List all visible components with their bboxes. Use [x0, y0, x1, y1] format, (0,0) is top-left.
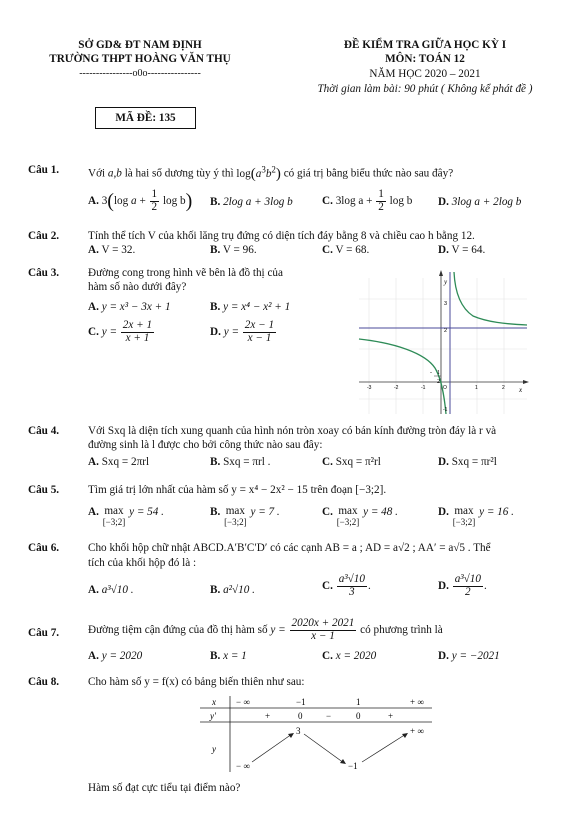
- question-1-number: Câu 1.: [28, 164, 60, 176]
- y-val-neg-inf: − ∞: [236, 761, 250, 771]
- q1-option-c[interactable]: C. 3log a + $\frac{1}{2}$ log b: [322, 188, 413, 213]
- question-8-number: Câu 8.: [28, 676, 60, 688]
- y-val-neg1: −1: [348, 761, 358, 771]
- school-dept: SỞ GD& ĐT NAM ĐỊNH: [78, 39, 202, 51]
- subject: MÔN: TOÁN 12: [385, 53, 465, 65]
- question-6-number: Câu 6.: [28, 542, 60, 554]
- x-val-neg1: −1: [296, 697, 306, 707]
- time-note: Thời gian làm bài: 90 phút ( Không kể phát đề ): [317, 83, 533, 95]
- x-tick-neg1: -1: [421, 385, 426, 391]
- question-5-stem: Tìm giá trị lớn nhất của hàm số y = x⁴ − 2x² − 15 trên đoạn [−3;2].: [88, 484, 387, 496]
- y-tick-half-num: 1: [437, 370, 440, 376]
- exam-code-box: MÃ ĐỀ: 135: [95, 107, 196, 129]
- x-tick-neg2: -2: [394, 385, 399, 391]
- sign-1: +: [265, 711, 271, 721]
- q5-option-b[interactable]: B. max [−3;2] y = 7 .: [210, 505, 280, 527]
- q6-option-d[interactable]: D. $\frac{\text{a³√10}}{2}$ .: [438, 573, 487, 598]
- q1-option-d[interactable]: D. 3log a + 2log b: [438, 196, 522, 208]
- question-2-number: Câu 2.: [28, 230, 60, 242]
- q2-option-a[interactable]: A. V = 32.: [88, 244, 136, 256]
- q4-option-b[interactable]: B. Sxq = πrl .: [210, 456, 271, 468]
- y-tick-2: 2: [444, 328, 448, 334]
- question-3-stem-line1: Đường cong trong hình vẽ bên là đồ thị của: [88, 267, 283, 279]
- q3-option-a[interactable]: A. y = x³ − 3x + 1: [88, 301, 171, 313]
- exam-title: ĐỀ KIỂM TRA GIỮA HỌC KỲ I: [343, 39, 507, 51]
- x-tick-2: 2: [502, 385, 505, 391]
- question-3-stem-line2: hàm số nào dưới đây?: [88, 281, 187, 293]
- question-6-stem-line2: tích của khối hộp đó là :: [88, 557, 197, 569]
- x-axis-label: x: [519, 386, 523, 394]
- sign-5: +: [388, 711, 394, 721]
- x-tick-neg3: -3: [367, 385, 372, 391]
- q3-option-d[interactable]: D. y = $\frac{2x - 1}{x - 1}$: [210, 319, 275, 344]
- q7-option-d[interactable]: D. y = −2021: [438, 650, 500, 662]
- q3-option-b[interactable]: B. y = x⁴ − x² + 1: [210, 301, 291, 313]
- y-axis-label: y: [444, 278, 448, 286]
- x-val-neg-inf: − ∞: [236, 697, 250, 707]
- question-1-stem: Với a,b là hai số dương tùy ý thì $\log(a^3b^2)$ có giá trị bằng biểu thức nào sau đây?: [88, 164, 454, 182]
- x-val-1: 1: [356, 697, 361, 707]
- y-tick-3: 3: [444, 301, 448, 307]
- y-tick-neg1: -1: [443, 407, 448, 413]
- question-4-number: Câu 4.: [28, 425, 60, 437]
- curve-left-branch: [359, 339, 446, 414]
- q2-option-c[interactable]: C. V = 68.: [322, 244, 370, 256]
- q4-option-d[interactable]: D. Sxq = πr²l: [438, 456, 497, 468]
- sign-4: 0: [356, 711, 361, 721]
- q2-option-d[interactable]: D. V = 64.: [438, 244, 486, 256]
- question-4-stem-line1: Với Sxq là diện tích xung quanh của hình nón tròn xoay có bán kính đường tròn đáy là r và: [88, 425, 497, 437]
- q3-function-graph: [355, 268, 530, 416]
- q5-option-a[interactable]: A. max [−3;2] y = 54 .: [88, 505, 164, 527]
- question-3-number: Câu 3.: [28, 267, 60, 279]
- question-6-stem-line1: Cho khối hộp chữ nhật ABCD.A′B′C′D′ có các cạnh AB = a ; AD = a√2 ; AA′ = a√5 . Thể: [88, 542, 491, 554]
- row-label-y: y: [212, 744, 216, 754]
- curve-right-branch: [454, 272, 527, 325]
- question-7-number: Câu 7.: [28, 627, 60, 639]
- school-name: TRƯỜNG THPT HOÀNG VĂN THỤ: [49, 53, 231, 65]
- sign-2: 0: [298, 711, 303, 721]
- question-5-number: Câu 5.: [28, 484, 60, 496]
- q7-option-b[interactable]: B. x = 1: [210, 650, 247, 662]
- q5-option-d[interactable]: D. max [−3;2] y = 16 .: [438, 505, 514, 527]
- q1-option-b[interactable]: B. 2log a + 3log b: [210, 196, 293, 208]
- q7-option-c[interactable]: C. x = 2020: [322, 650, 377, 662]
- question-2-stem: Tính thể tích V của khối lăng trụ đứng có diện tích đáy bằng 8 và chiều cao h bằng 12.: [88, 230, 475, 242]
- q4-option-a[interactable]: A. Sxq = 2πrl: [88, 456, 150, 468]
- q5-option-c[interactable]: C. max [−3;2] y = 48 .: [322, 505, 398, 527]
- school-year: NĂM HỌC 2020 – 2021: [369, 68, 481, 80]
- row-label-x: x: [212, 697, 216, 707]
- q4-option-c[interactable]: C. Sxq = π²rl: [322, 456, 381, 468]
- q6-option-a[interactable]: A. a³√10 .: [88, 584, 134, 596]
- question-8-stem: Cho hàm số y = f(x) có bảng biến thiên như sau:: [88, 676, 305, 688]
- question-7-stem: Đường tiệm cận đứng của đồ thị hàm số y = $\frac{2020x + 2021}{x - 1}$ có phương trình là: [88, 617, 443, 642]
- origin-label: O: [443, 385, 447, 391]
- question-4-stem-line2: đường sinh là l được cho bởi công thức nào sau đây:: [88, 439, 323, 451]
- q3-option-c[interactable]: C. y = $\frac{2x + 1}{x + 1}$: [88, 319, 153, 344]
- x-val-pos-inf: + ∞: [410, 697, 424, 707]
- y-tick-half-sign: -: [430, 370, 432, 376]
- question-8-ask: Hàm số đạt cực tiểu tại điểm nào?: [88, 782, 241, 794]
- q1-option-a[interactable]: A. 3(log a + $\frac{1}{2}$ log b): [88, 188, 193, 213]
- y-val-pos-inf: + ∞: [410, 726, 424, 736]
- q6-option-b[interactable]: B. a²√10 .: [210, 584, 255, 596]
- row-label-yprime: y′: [210, 711, 216, 721]
- x-tick-1: 1: [475, 385, 478, 391]
- q7-option-a[interactable]: A. y = 2020: [88, 650, 143, 662]
- variation-table: [198, 694, 434, 774]
- q2-option-b[interactable]: B. V = 96.: [210, 244, 257, 256]
- y-tick-half-den: 2: [437, 379, 440, 385]
- y-val-3: 3: [296, 726, 301, 736]
- q6-option-c[interactable]: C. $\frac{\text{a³√10}}{3}$ .: [322, 573, 371, 598]
- sign-3: −: [326, 711, 332, 721]
- header-ornament: ----------------o0o----------------: [79, 68, 201, 79]
